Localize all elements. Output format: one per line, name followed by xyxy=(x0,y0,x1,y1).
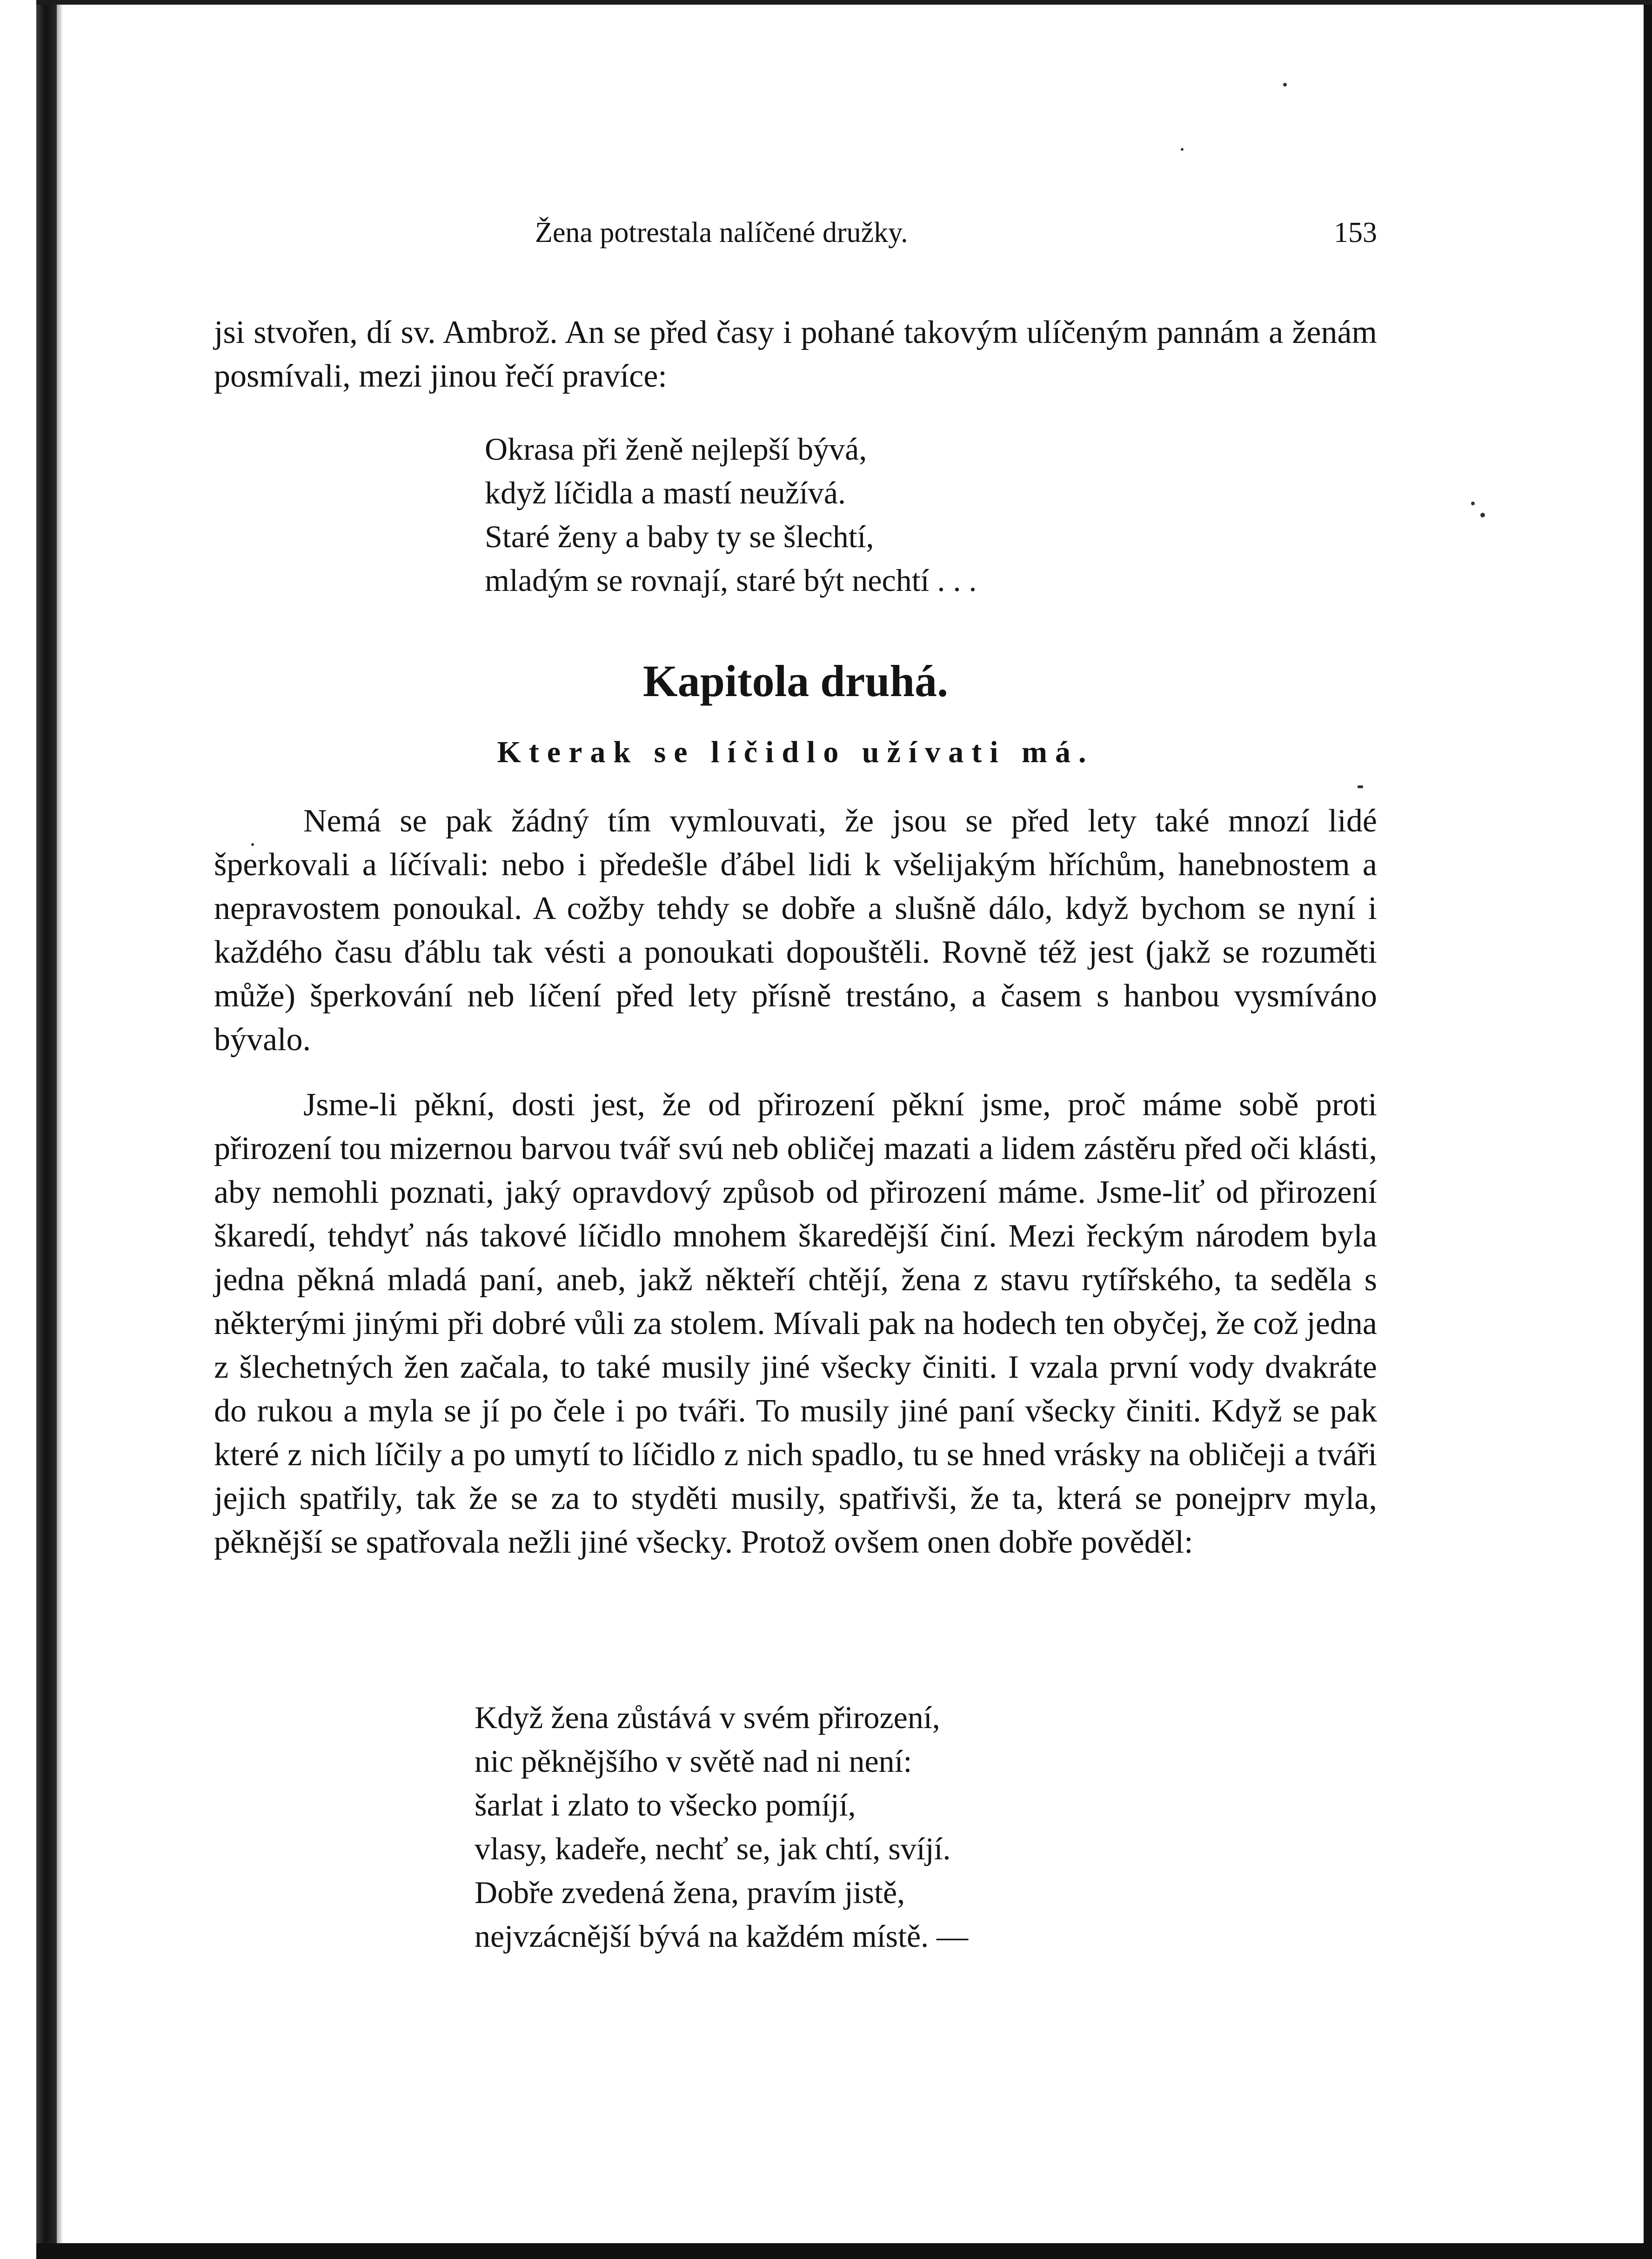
scan-speck xyxy=(1480,513,1485,517)
binding-shadow xyxy=(57,0,63,2259)
chapter-heading: Kapitola druhá. xyxy=(642,656,949,706)
verse-line: mladým se rovnají, staré být nechtí . . . xyxy=(485,563,977,598)
scan-border-top xyxy=(36,0,1652,5)
body-paragraph-block-2 xyxy=(214,1083,1377,1564)
scan-speck xyxy=(1283,83,1287,87)
verse-line: nic pěknějšího v světě nad ni není: xyxy=(475,1743,912,1779)
intro-paragraph-block xyxy=(214,311,1377,398)
running-title: Žena potrestala nalíčené družky. xyxy=(535,217,908,248)
body-paragraph: Jsme-li pěkní, dosti jest, že od přirození pěkní jsme, proč máme sobě proti přirození tou mizernou barvou tvář svú neb obličej mazati a lidem zástěru před oči klásti, aby nemohli poznati, jaký opravdový způsob od přirození máme. Jsme-liť od přirození škaredí, tehdyť nás takové líčidlo mnohem škaredější činí. Mezi řeckým národem byla jedna pěkná mladá paní, aneb, jakž někteří chtějí, žena z stavu rytířského, ta seděla s některými jinými při dobré vůli za stolem. Mívali pak na hodech ten obyčej, že což jedna z šlechetných žen začala, to také musily jiné všecky činiti. I vzala první vody dvakráte do rukou a myla se jí po čele i po tváři. To musily jiné paní všecky činiti. Když se pak které z nich líčily a po umytí to líčidlo z nich spadlo, tu se hned vrásky na obličeji a tváři jejich spatřily, tak že se za to styděti musily, spatřivši, že ta, která se ponejprv myla, pěknější se spatřovala nežli jiné všecky. Protož ovšem onen dobře pověděl: xyxy=(214,1087,1377,1560)
chapter-subheading: Kterak se líčidlo užívati má. xyxy=(497,735,1094,769)
scan-speck xyxy=(1181,148,1184,151)
body-paragraph: Nemá se pak žádný tím vymlouvati, že jsou se před lety také mnozí lidé šperkovali a líčívali: nebo i předešle ďábel lidi k všelijakým hříchům, hanebnostem a nepravostem ponoukal. A cožby tehdy se dobře a slušně dálo, když bychom se nyní i každého času ďáblu tak vésti a ponoukati dopouštěli. Rovně též jest (jakž se rozuměti může) šperkování neb líčení před lety přísně trestáno, a časem s hanbou vysmíváno bývalo. xyxy=(214,803,1377,1058)
scan-speck xyxy=(1471,502,1475,505)
verse-line: nejvzácnější bývá na každém místě. — xyxy=(475,1918,969,1954)
intro-paragraph: jsi stvořen, dí sv. Ambrož. An se před časy i pohané takovým ulíčeným pannám a ženám posmívali, mezi jinou řečí pravíce: xyxy=(214,315,1377,394)
verse-line: vlasy, kadeře, nechť se, jak chtí, svíjí. xyxy=(475,1831,951,1866)
verse-block-1 xyxy=(485,427,977,602)
verse-line: když líčidla a mastí neužívá. xyxy=(485,475,846,510)
scan-border-bottom xyxy=(36,2243,1652,2259)
verse-line: Okrasa při ženě nejlepší bývá, xyxy=(485,431,867,467)
scan-speck xyxy=(1358,785,1363,788)
body-paragraph-block-1 xyxy=(214,799,1377,1062)
page-number: 153 xyxy=(1334,217,1377,248)
verse-block-2 xyxy=(475,1696,968,1958)
scan-border-left xyxy=(36,0,57,2259)
scan-border-right xyxy=(1644,0,1652,2259)
verse-line: Staré ženy a baby ty se šlechtí, xyxy=(485,519,874,554)
verse-line: Dobře zvedená žena, pravím jistě, xyxy=(475,1875,905,1910)
running-head xyxy=(214,212,1377,254)
verse-line: Když žena zůstává v svém přirození, xyxy=(475,1700,940,1735)
verse-line: šarlat i zlato to všecko pomíjí, xyxy=(475,1787,856,1823)
